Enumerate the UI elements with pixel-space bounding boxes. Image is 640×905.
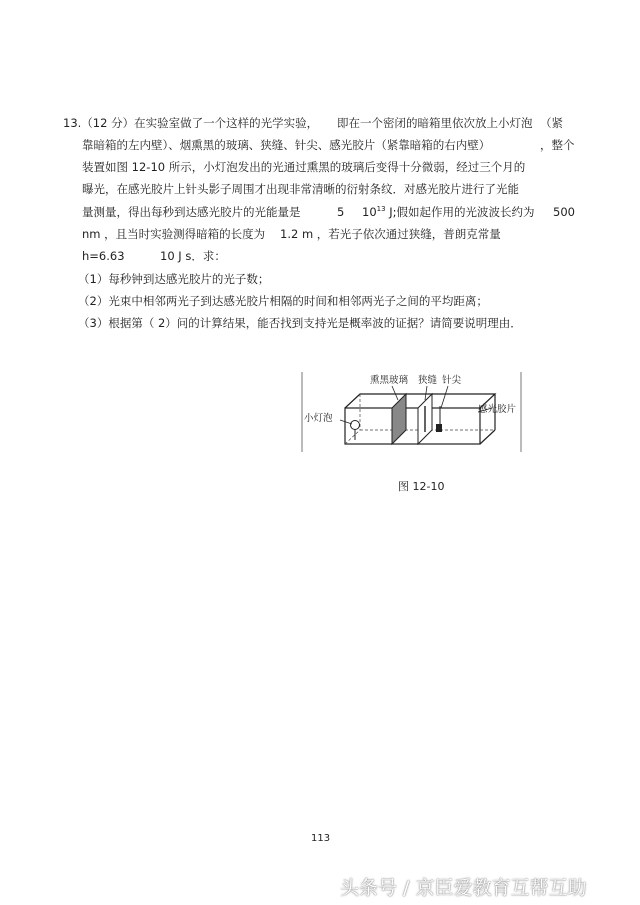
sub-question-text: （1）每秒钟到达感光胶片的光子数； <box>78 272 270 286</box>
question-text: 靠暗箱的左内壁）、烟熏黑的玻璃、狭缝、针尖、感光胶片（紧靠暗箱的右内壁） <box>82 138 491 152</box>
label-film: 感光胶片 <box>478 404 517 415</box>
question-line-2 <box>82 138 490 152</box>
question-value: 10 <box>160 249 175 263</box>
apparatus-diagram <box>300 370 525 460</box>
sub-question-text: （3）根据第（ 2）问的计算结果，能否找到支持光是概率波的证据？请简要说明理由． <box>78 316 522 330</box>
bulb-icon <box>351 421 360 430</box>
label-bulb: 小灯泡 <box>304 413 333 424</box>
smoked-glass-panel <box>392 394 406 444</box>
question-text: 1.2 m ，若光子依次通过狭缝，普朗克常量 <box>280 227 501 241</box>
question-line-4 <box>82 182 519 196</box>
dark-box-front <box>345 408 480 444</box>
question-value: 500 <box>553 205 575 219</box>
question-text: J s．求： <box>178 249 226 263</box>
question-text: 曝光，在感光胶片上针头影子周围才出现非常清晰的衍射条纹．对感光胶片进行了光能 <box>82 182 519 196</box>
sub-question-text: （2）光束中相邻两光子到达感光胶片相隔的时间和相邻两光子之间的平均距离； <box>78 294 488 308</box>
question-value: h=6.63 <box>82 249 125 263</box>
sub-question-1 <box>78 272 269 286</box>
question-text: 量测量，得出每秒到达感光胶片的光能量是 <box>82 205 301 219</box>
question-text: 即在一个密闭的暗箱里依次放上小灯泡 <box>337 116 533 130</box>
figure-caption: 图 12-10 <box>398 480 445 493</box>
question-line-6 <box>82 227 265 241</box>
exponent: 13 <box>376 205 386 213</box>
question-text: J;假如起作用的光波波长约为 <box>389 205 535 219</box>
question-line-7 <box>82 249 125 263</box>
needle-base <box>436 424 442 432</box>
question-text: ，整个 <box>540 138 575 152</box>
label-needle: 针尖 <box>442 375 462 386</box>
question-value: 10 <box>362 205 377 219</box>
question-line-5 <box>82 205 301 219</box>
page-number: 113 <box>311 833 331 844</box>
sub-question-2 <box>78 294 488 308</box>
question-line-1 <box>63 116 318 130</box>
question-value: 5 <box>337 205 345 219</box>
question-header: 13.（12 分）在实验室做了一个这样的光学实验， <box>63 116 319 130</box>
question-line-3 <box>82 160 525 174</box>
question-text: 装置如图 12-10 所示，小灯泡发出的光通过熏黑的玻璃后变得十分微弱，经过三个月的 <box>82 160 526 174</box>
label-slit: 狭缝 <box>418 375 438 386</box>
watermark: 头条号 / 京臣爱教育互帮互助 <box>340 877 587 899</box>
label-smoked-glass: 熏黑玻璃 <box>370 375 409 386</box>
question-text: nm ，且当时实验测得暗箱的长度为 <box>82 227 266 241</box>
question-text: （紧 <box>540 116 563 130</box>
sub-question-3 <box>78 316 522 330</box>
